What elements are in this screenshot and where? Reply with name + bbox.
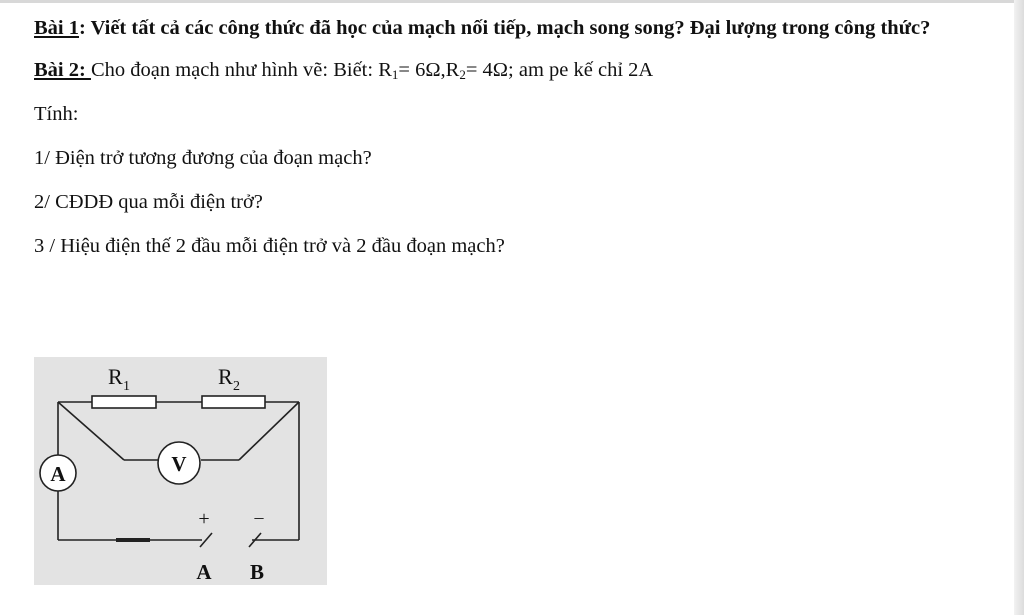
- resistor-r2: [202, 396, 265, 408]
- r1-subscript: 1: [391, 67, 399, 82]
- question-3: 3 / Hiệu điện thế 2 đầu mỗi điện trở và 2 đầu đoạn mạch?: [34, 235, 505, 257]
- question-1: 1/ Điện trở tương đương của đoạn mạch?: [34, 147, 372, 169]
- r2-label: R: [218, 364, 233, 389]
- question-2: 2/ CĐDĐ qua mỗi điện trở?: [34, 191, 263, 213]
- r2-value: = 4Ω; am pe kế chỉ 2A: [465, 59, 654, 81]
- wire-voltmeter-left: [58, 402, 124, 460]
- terminal-a-label: A: [196, 560, 212, 584]
- wire-voltmeter-right: [239, 402, 299, 460]
- terminal-b-label: B: [249, 560, 265, 584]
- circuit-diagram: [34, 357, 327, 585]
- window-top-border: [0, 0, 1024, 3]
- exercise-1-text: : Viết tất cả các công thức đã học của mạch nối tiếp, mạch song song? Đại lượng trong công thức?: [79, 17, 931, 39]
- document-body: [34, 14, 1009, 260]
- exercise-1: [34, 14, 1009, 42]
- exercise-2-title: Bài 2:: [34, 59, 91, 81]
- ammeter-label: A: [50, 462, 66, 486]
- exercise-1-title: Bài 1: [34, 17, 79, 39]
- r2-label-sub: 2: [233, 379, 240, 394]
- r1-label-sub: 1: [123, 379, 130, 394]
- window-right-edge: [1014, 0, 1024, 615]
- r1-value: = 6Ω,R: [398, 59, 460, 81]
- resistor-r1: [92, 396, 156, 408]
- voltmeter-label: V: [171, 452, 187, 476]
- r2-subscript: 2: [459, 67, 466, 82]
- wire-bottom-thick: [116, 538, 150, 542]
- r1-label: R: [108, 364, 123, 389]
- minus-sign: –: [254, 507, 264, 527]
- circuit-svg: [34, 357, 327, 585]
- exercise-2: [34, 56, 1009, 84]
- plus-sign: +: [198, 508, 210, 530]
- exercise-2-intro: Cho đoạn mạch như hình vẽ: Biết: R: [90, 59, 392, 81]
- calc-heading: Tính:: [34, 103, 79, 125]
